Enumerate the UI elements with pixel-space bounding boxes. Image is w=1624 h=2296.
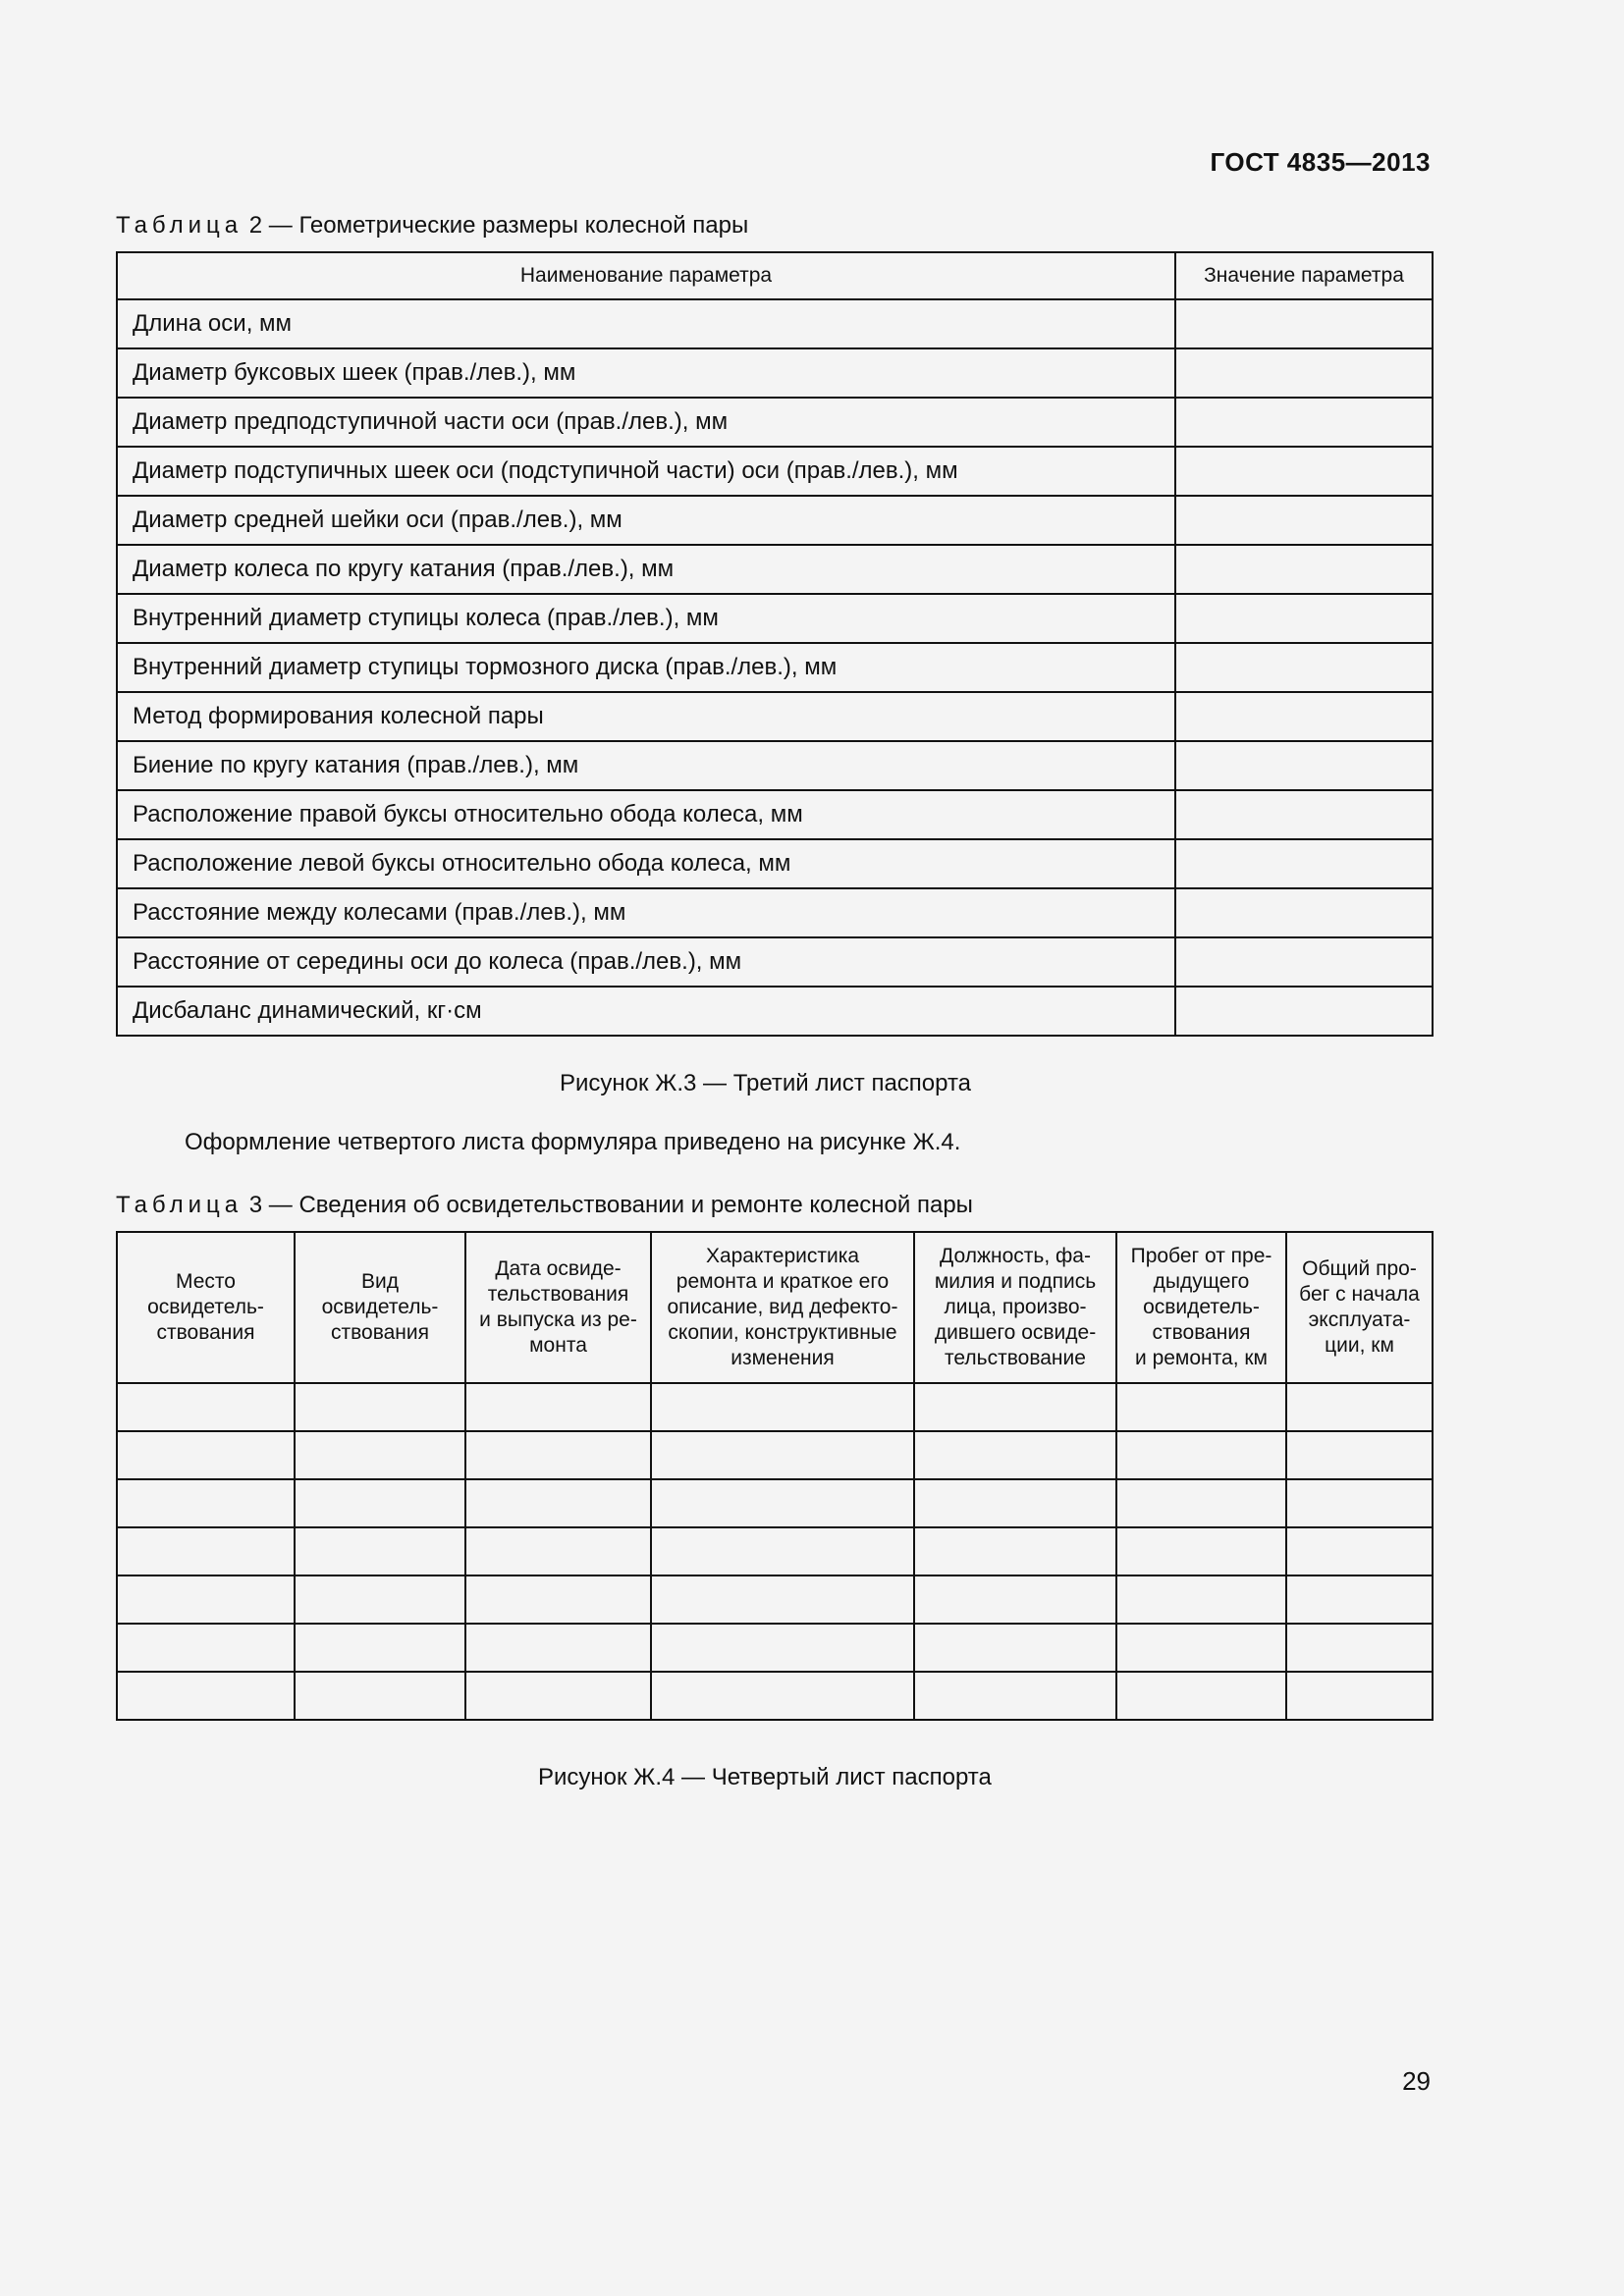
table-cell[interactable] (651, 1431, 914, 1479)
table-row (117, 937, 1433, 987)
table-row (117, 496, 1433, 545)
header-line: бег с начала (1299, 1283, 1420, 1306)
table-cell[interactable] (465, 1431, 651, 1479)
table-cell[interactable] (117, 1479, 295, 1527)
table-cell[interactable] (295, 1672, 465, 1720)
table3-caption-prefix: Таблица (116, 1192, 244, 1218)
table-cell[interactable] (465, 1479, 651, 1527)
parameter-name-cell: Диаметр предподступичной части оси (прав./лев.), мм (117, 398, 1175, 447)
table-row (117, 1527, 1433, 1575)
header-line: дыдущего (1153, 1270, 1250, 1293)
parameter-value-cell[interactable] (1175, 348, 1433, 398)
table-cell[interactable] (1286, 1575, 1433, 1624)
parameter-name-cell: Диаметр колеса по кругу катания (прав./лев.), мм (117, 545, 1175, 594)
parameter-name-cell: Внутренний диаметр ступицы колеса (прав./лев.), мм (117, 594, 1175, 643)
table-cell[interactable] (465, 1624, 651, 1672)
header-line: Должность, фа- (940, 1245, 1091, 1267)
parameter-value-cell[interactable] (1175, 299, 1433, 348)
column-header-5 (914, 1232, 1116, 1383)
table-cell[interactable] (295, 1527, 465, 1575)
column-header-6 (1116, 1232, 1286, 1383)
table-cell[interactable] (1286, 1624, 1433, 1672)
table-cell[interactable] (914, 1624, 1116, 1672)
table2-caption-title: 2 — Геометрические размеры колесной пары (243, 212, 749, 239)
parameter-value-cell[interactable] (1175, 398, 1433, 447)
header-line: описание, вид дефекто- (667, 1296, 898, 1318)
header-line: лица, произво- (944, 1296, 1087, 1318)
header-line: освидетель- (1143, 1296, 1260, 1318)
parameter-name-cell: Диаметр средней шейки оси (прав./лев.), мм (117, 496, 1175, 545)
column-header-7 (1286, 1232, 1433, 1383)
parameter-value-cell[interactable] (1175, 937, 1433, 987)
table-row (117, 594, 1433, 643)
table-row (117, 398, 1433, 447)
header-line: и выпуска из ре- (479, 1308, 637, 1331)
table3-caption-title: 3 — Сведения об освидетельствовании и ремонте колесной пары (243, 1192, 973, 1218)
table-row (117, 1431, 1433, 1479)
header-line: Общий про- (1302, 1257, 1417, 1280)
table-cell[interactable] (295, 1479, 465, 1527)
table-cell[interactable] (295, 1624, 465, 1672)
table-row (117, 299, 1433, 348)
header-line: милия и подпись (934, 1270, 1097, 1293)
table-cell[interactable] (117, 1672, 295, 1720)
header-line: Характеристика (705, 1245, 860, 1267)
header-line: тельствование (945, 1347, 1086, 1369)
parameter-name-cell: Расстояние между колесами (прав./лев.), мм (117, 888, 1175, 937)
header-line: Место (176, 1270, 236, 1293)
header-line: Пробег от пре- (1130, 1245, 1272, 1267)
header-line: ствования (330, 1321, 430, 1344)
table-cell[interactable] (914, 1383, 1116, 1431)
table-cell[interactable] (1286, 1383, 1433, 1431)
table-cell[interactable] (465, 1575, 651, 1624)
parameter-name-cell: Расположение левой буксы относительно обода колеса, мм (117, 839, 1175, 888)
header-line: ции, км (1325, 1334, 1394, 1357)
header-line: ствования (156, 1321, 255, 1344)
table-cell[interactable] (117, 1575, 295, 1624)
table-cell[interactable] (651, 1672, 914, 1720)
parameter-name-cell: Метод формирования колесной пары (117, 692, 1175, 741)
parameter-value-cell[interactable] (1175, 839, 1433, 888)
table-cell[interactable] (117, 1527, 295, 1575)
table-cell[interactable] (1116, 1624, 1286, 1672)
header-line: эксплуата- (1308, 1308, 1411, 1331)
table-cell[interactable] (1116, 1431, 1286, 1479)
parameter-value-cell[interactable] (1175, 496, 1433, 545)
parameter-name-cell: Длина оси, мм (117, 299, 1175, 348)
table-row (117, 1479, 1433, 1527)
table-cell[interactable] (465, 1383, 651, 1431)
table-cell[interactable] (914, 1527, 1116, 1575)
parameter-value-cell[interactable] (1175, 790, 1433, 839)
parameter-value-cell[interactable] (1175, 692, 1433, 741)
parameter-name-cell: Расстояние от середины оси до колеса (прав./лев.), мм (117, 937, 1175, 987)
table-cell[interactable] (914, 1575, 1116, 1624)
parameter-name-cell: Внутренний диаметр ступицы тормозного диска (прав./лев.), мм (117, 643, 1175, 692)
header-line: ствования (1152, 1321, 1251, 1344)
table-cell[interactable] (1286, 1527, 1433, 1575)
table-row (117, 447, 1433, 496)
parameter-name-cell: Дисбаланс динамический, кг·см (117, 987, 1175, 1036)
table-cell[interactable] (651, 1383, 914, 1431)
table-row (117, 839, 1433, 888)
table-cell[interactable] (1116, 1479, 1286, 1527)
table-geometric-dimensions (116, 251, 1434, 1037)
table-row (117, 692, 1433, 741)
parameter-value-cell[interactable] (1175, 888, 1433, 937)
table-cell[interactable] (1286, 1479, 1433, 1527)
table-cell[interactable] (651, 1624, 914, 1672)
table-row (117, 741, 1433, 790)
table-row (117, 1383, 1433, 1431)
column-header-parameter-name: Наименование параметра (117, 252, 1175, 299)
parameter-value-cell[interactable] (1175, 987, 1433, 1036)
header-line: Вид (361, 1270, 399, 1293)
table-cell[interactable] (1286, 1431, 1433, 1479)
body-paragraph: Оформление четвертого листа формуляра приведено на рисунке Ж.4. (185, 1129, 961, 1155)
column-header-2 (295, 1232, 465, 1383)
parameter-name-cell: Диаметр подступичных шеек оси (подступичной части) оси (прав./лев.), мм (117, 447, 1175, 496)
table-cell[interactable] (295, 1383, 465, 1431)
parameter-value-cell[interactable] (1175, 741, 1433, 790)
header-line: освидетель- (321, 1296, 439, 1318)
header-line: тельствования (487, 1283, 629, 1306)
parameter-value-cell[interactable] (1175, 594, 1433, 643)
table-row (117, 1624, 1433, 1672)
parameter-name-cell: Биение по кругу катания (прав./лев.), мм (117, 741, 1175, 790)
table-cell[interactable] (914, 1431, 1116, 1479)
figure-4-caption: Рисунок Ж.4 — Четвертый лист паспорта (538, 1764, 992, 1790)
table2-caption (116, 212, 748, 240)
table2-caption-prefix: Таблица (116, 212, 244, 239)
table-cell[interactable] (1116, 1383, 1286, 1431)
table-cell[interactable] (295, 1431, 465, 1479)
column-header-3 (465, 1232, 651, 1383)
column-header-parameter-value: Значение параметра (1175, 252, 1433, 299)
table-row (117, 987, 1433, 1036)
parameter-value-cell[interactable] (1175, 643, 1433, 692)
parameter-value-cell[interactable] (1175, 545, 1433, 594)
header-line: изменения (731, 1347, 835, 1369)
table-row (117, 643, 1433, 692)
table-row (117, 348, 1433, 398)
parameter-name-cell: Расположение правой буксы относительно обода колеса, мм (117, 790, 1175, 839)
table-cell[interactable] (465, 1672, 651, 1720)
header-line: монта (529, 1334, 587, 1357)
header-line: Дата освиде- (495, 1257, 622, 1280)
table3-caption (116, 1192, 973, 1219)
table-cell[interactable] (465, 1527, 651, 1575)
table-cell[interactable] (117, 1624, 295, 1672)
table-row (117, 790, 1433, 839)
header-line: скопии, конструктивные (668, 1321, 897, 1344)
table-row (117, 888, 1433, 937)
parameter-value-cell[interactable] (1175, 447, 1433, 496)
page-number: 29 (1402, 2066, 1431, 2096)
table-row (117, 1672, 1433, 1720)
table-cell[interactable] (914, 1479, 1116, 1527)
table-cell[interactable] (651, 1575, 914, 1624)
table-cell[interactable] (651, 1527, 914, 1575)
column-header-4 (651, 1232, 914, 1383)
header-line: ремонта и краткое его (676, 1270, 890, 1293)
table-cell[interactable] (295, 1575, 465, 1624)
header-line: и ремонта, км (1135, 1347, 1268, 1369)
table-cell[interactable] (1286, 1672, 1433, 1720)
table-cell[interactable] (651, 1479, 914, 1527)
table-cell[interactable] (1116, 1672, 1286, 1720)
table-cell[interactable] (1116, 1575, 1286, 1624)
table-row (117, 545, 1433, 594)
figure-3-caption: Рисунок Ж.3 — Третий лист паспорта (560, 1070, 972, 1096)
header-line: освидетель- (147, 1296, 264, 1318)
table-cell[interactable] (117, 1383, 295, 1431)
table-cell[interactable] (914, 1672, 1116, 1720)
document-code: ГОСТ 4835—2013 (1210, 147, 1431, 177)
column-header-1 (117, 1232, 295, 1383)
header-line: дившего освиде- (934, 1321, 1097, 1344)
table-cell[interactable] (117, 1431, 295, 1479)
table-inspection-and-repair (116, 1231, 1434, 1721)
table-row (117, 1575, 1433, 1624)
table-cell[interactable] (1116, 1527, 1286, 1575)
parameter-name-cell: Диаметр буксовых шеек (прав./лев.), мм (117, 348, 1175, 398)
